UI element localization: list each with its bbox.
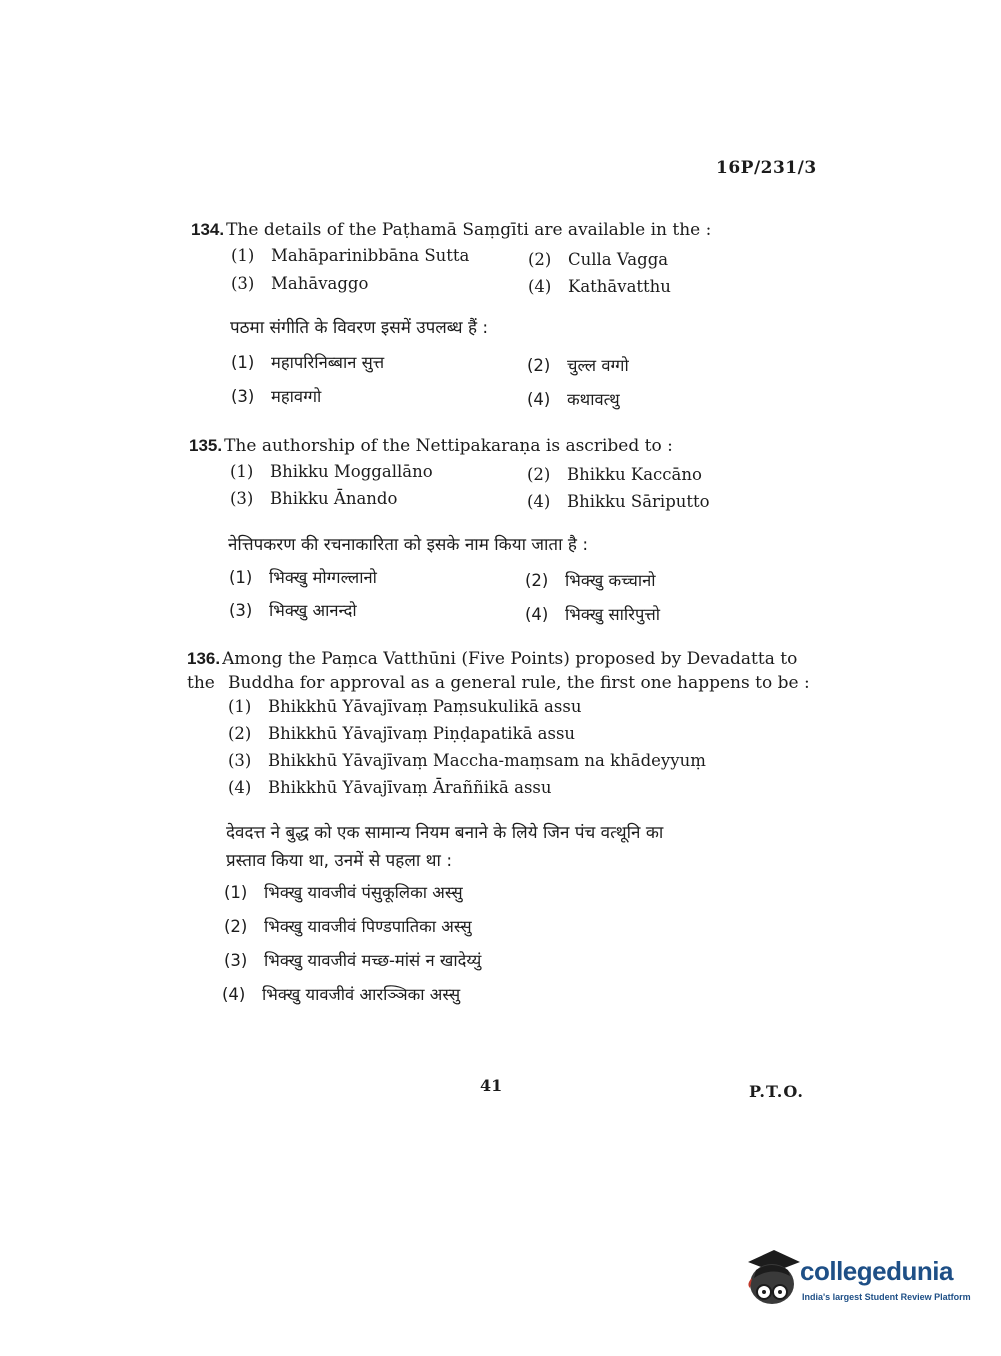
option-1: (1) Bhikku Moggallāno [230,462,433,481]
brand-tagline: India's largest Student Review Platform [802,1292,971,1302]
pto-label: P.T.O. [749,1082,804,1101]
question-number: 134. [191,220,225,239]
option-4: (4) Kathāvatthu [528,277,671,296]
option-hi-4: (4) भिक्खु यावजीवं आरञ्ञिका अस्सु [222,985,461,1004]
option-1: (1) Mahāparinibbāna Sutta [231,246,470,265]
question-135 [189,434,829,458]
question-text-line-1: Among the Paṃca Vatthūni (Five Points) proposed by Devadatta to the [187,649,798,693]
option-hi-1: (1) भिक्खु यावजीवं पंसुकूलिका अस्सु [224,883,463,902]
collegedunia-watermark [742,1248,972,1318]
paper-code: 16P/231/3 [716,158,817,178]
option-hi-2: (2) भिक्खु यावजीवं पिण्डपातिका अस्सु [224,917,472,936]
option-3: (3) Bhikku Ānando [230,489,398,508]
option-3: (3) Bhikkhū Yāvajīvaṃ Maccha-maṃsam na khādeyyuṃ [228,751,706,770]
option-hi-2: (2) भिक्खु कच्चानो [525,571,656,590]
option-hi-1: (1) भिक्खु मोग्गल्लानो [229,568,377,587]
option-2: (2) Bhikkhū Yāvajīvaṃ Piṇḍapatikā assu [228,724,576,743]
question-number: 135. [189,436,223,455]
option-3: (3) Mahāvaggo [231,274,369,293]
question-number: 136. [187,649,221,668]
option-1: (1) Bhikkhū Yāvajīvaṃ Paṃsukulikā assu [228,697,582,716]
option-4: (4) Bhikku Sāriputto [527,492,710,511]
mascot-icon [742,1248,802,1318]
option-hi-3: (3) भिक्खु आनन्दो [229,601,357,620]
option-hi-3: (3) महावग्गो [231,387,322,406]
question-hindi-line-2: प्रस्ताव किया था, उनमें से पहला था : [226,851,453,871]
question-text-line-2: Buddha for approval as a general rule, the first one happens to be : [228,673,810,693]
brand-name: collegedunia [800,1256,953,1286]
option-hi-4: (4) कथावत्थु [527,390,620,409]
question-hindi: पठमा संगीति के विवरण इसमें उपलब्ध हैं : [230,318,489,338]
option-2: (2) Bhikku Kaccāno [527,465,702,484]
option-hi-3: (3) भिक्खु यावजीवं मच्छ-मांसं न खादेय्युं [224,951,482,970]
page-number: 41 [480,1076,503,1095]
question-text: The details of the Paṭhamā Saṃgīti are available in the : [226,220,712,240]
question-134 [191,218,831,296]
question-text: The authorship of the Nettipakaraṇa is ascribed to : [224,436,673,456]
option-hi-4: (4) भिक्खु सारिपुत्तो [525,605,661,624]
question-hindi: नेत्तिपकरण की रचनाकारिता को इसके नाम किया जाता है : [228,535,589,555]
option-4: (4) Bhikkhū Yāvajīvaṃ Āraññikā assu [228,778,552,797]
option-hi-1: (1) महापरिनिब्बान सुत्त [231,353,385,372]
option-2: (2) Culla Vagga [528,250,669,269]
question-hindi-line-1: देवदत्त ने बुद्ध को एक सामान्य नियम बनाने के लिये जिन पंच वत्थूनि का [226,823,664,843]
option-hi-2: (2) चुल्ल वग्गो [527,356,629,375]
